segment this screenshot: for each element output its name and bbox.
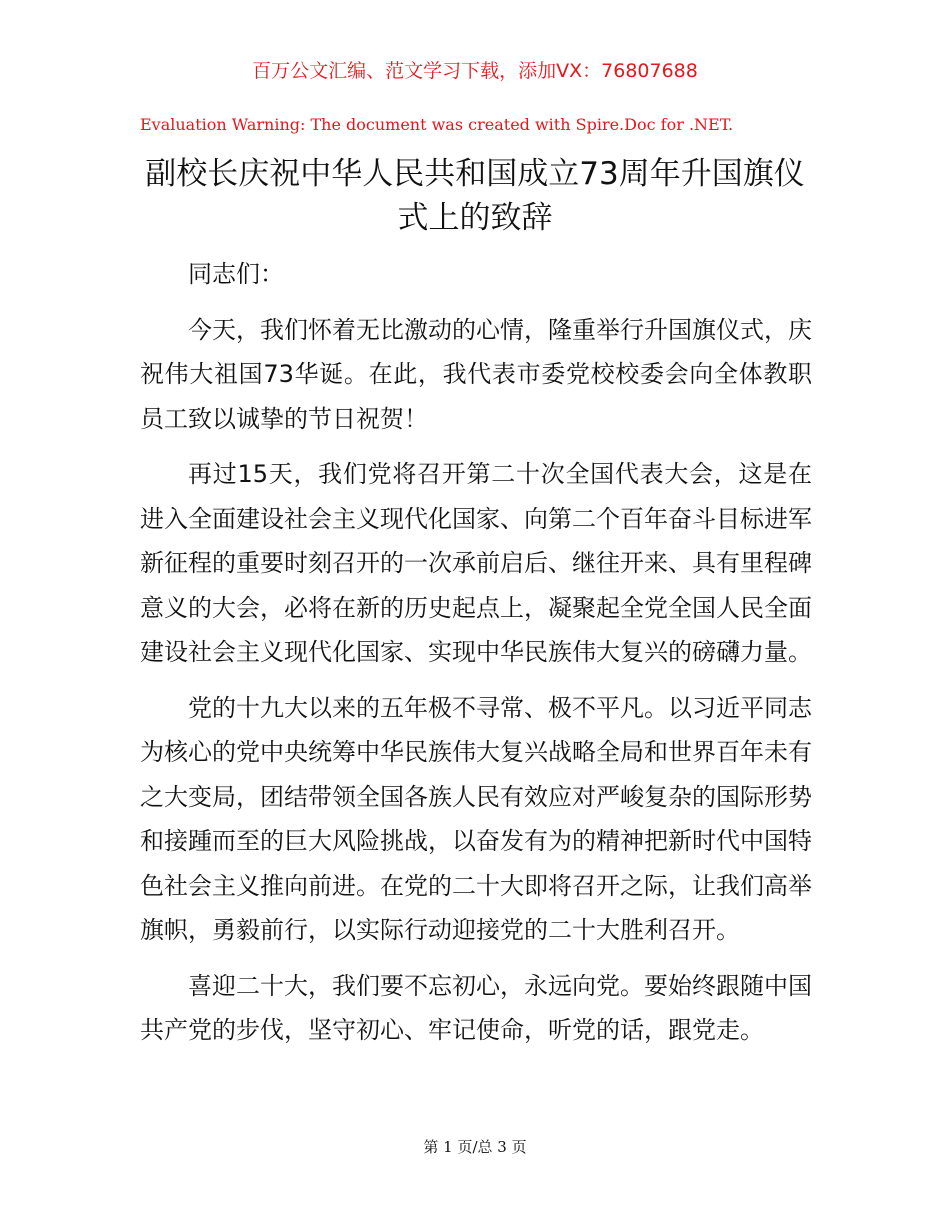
salutation-paragraph: 同志们：: [188, 260, 284, 288]
evaluation-warning: Evaluation Warning: The document was created with Spire.Doc for .NET.: [140, 115, 734, 134]
page-number-footer: 第 1 页/总 3 页: [423, 1138, 527, 1156]
body-paragraph: 喜迎二十大，我们要不忘初心，永远向党。要始终跟随中国共产党的步伐，坚守初心、牢记使命，听党的话，跟党走。: [140, 971, 812, 1044]
body-paragraph: 再过15天，我们党将召开第二十次全国代表大会，这是在进入全面建设社会主义现代化国家、向第二个百年奋斗目标进军新征程的重要时刻召开的一次承前启后、继往开来、具有里程碑意义的大会，必将在新的历史起点上，凝聚起全党全国人民全面建设社会主义现代化国家、实现中华民族伟大复兴的磅礴力量。: [140, 460, 812, 666]
body-paragraph: 今天，我们怀着无比激动的心情，隆重举行升国旗仪式，庆祝伟大祖国73华诞。在此，我代表市委党校校委会向全体教职员工致以诚挚的节日祝贺！: [140, 315, 812, 433]
document-body: [140, 252, 812, 1064]
promo-banner: 百万公文汇编、范文学习下载，添加VX：76807688: [252, 60, 698, 82]
body-paragraph: 党的十九大以来的五年极不寻常、极不平凡。以习近平同志为核心的党中央统筹中华民族伟大复兴战略全局和世界百年未有之大变局，团结带领全国各族人民有效应对严峻复杂的国际形势和接踵而至的巨大风险挑战，以奋发有为的精神把新时代中国特色社会主义推向前进。在党的二十大即将召开之际，让我们高举旗帜，勇毅前行，以实际行动迎接党的二十大胜利召开。: [140, 693, 812, 944]
document-title: 副校长庆祝中华人民共和国成立73周年升国旗仪式上的致辞: [145, 156, 805, 236]
